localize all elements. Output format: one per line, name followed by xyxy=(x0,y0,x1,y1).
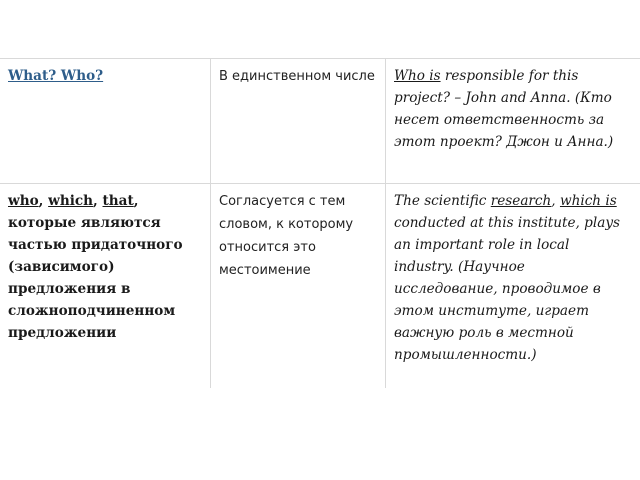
term-which: which xyxy=(48,193,94,209)
term-what-who: What? Who? xyxy=(8,68,104,84)
example-text xyxy=(394,193,620,363)
term-relative-pronouns xyxy=(8,193,183,341)
agreement-text: Согласуется с тем словом, к которому относится это местоимение xyxy=(219,194,354,278)
example-rest: responsible for this project? – John and Anna. (Кто несет ответственность за этот проект? Джон и Анна.) xyxy=(394,68,614,150)
term-separator: , xyxy=(93,193,103,209)
table-row xyxy=(0,59,640,184)
term-who: who xyxy=(8,193,39,209)
example-subject: Who is xyxy=(394,68,441,84)
example-comma: , xyxy=(551,193,560,209)
term-separator: , xyxy=(38,193,49,209)
example-rest: conducted at this institute, plays an important role in local industry. (Научное исследование, проводимое в этом институте, играет важную роль в местной промышленности.) xyxy=(394,215,620,363)
table-row xyxy=(0,184,640,389)
example-cell xyxy=(386,184,640,389)
example-text xyxy=(394,68,613,150)
agreement-cell xyxy=(211,184,386,389)
term-that: that xyxy=(102,193,134,209)
example-cell xyxy=(386,59,640,184)
term-cell xyxy=(0,184,211,389)
example-start: The scientific xyxy=(394,193,491,209)
example-which-is: which is xyxy=(559,193,617,209)
example-research: research xyxy=(490,193,552,209)
number-cell xyxy=(211,59,386,184)
term-description: которые являются частью придаточного (зависимого) предложения в сложноподчиненном предложении xyxy=(8,215,183,341)
term-separator: , xyxy=(133,193,139,209)
grammar-table xyxy=(0,58,640,388)
term-cell xyxy=(0,59,211,184)
number-text: В единственном числе xyxy=(219,69,375,84)
